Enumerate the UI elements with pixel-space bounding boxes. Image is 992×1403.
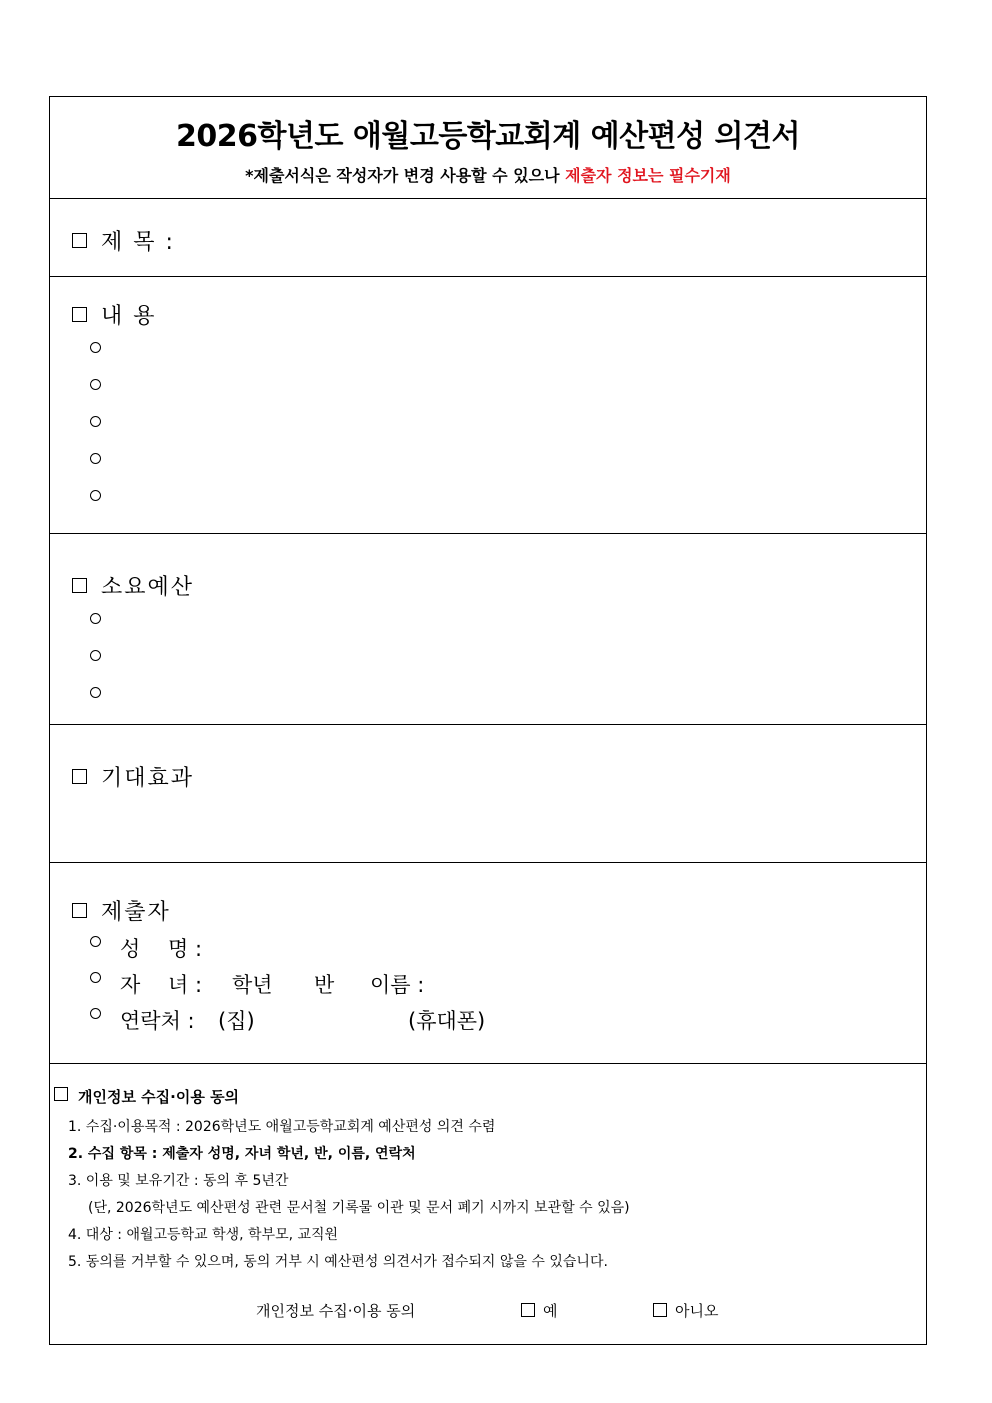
circle-bullet-icon xyxy=(90,650,101,661)
consent-no-label: 아니오 xyxy=(675,1302,719,1320)
circle-bullet-icon xyxy=(90,416,101,427)
budget-bullet-2[interactable] xyxy=(90,647,101,668)
privacy-item-2: 2. 수집 항목 : 제출자 성명, 자녀 학년, 반, 이름, 연락처 xyxy=(68,1146,416,1162)
checkbox-icon[interactable] xyxy=(653,1303,667,1317)
submitter-heading xyxy=(72,895,171,926)
circle-bullet-icon xyxy=(90,453,101,464)
checkbox-icon xyxy=(72,769,87,784)
mobile-phone-label: (휴대폰) xyxy=(408,1009,486,1033)
circle-bullet-icon xyxy=(90,1008,101,1019)
content-section[interactable] xyxy=(50,277,926,534)
checkbox-icon xyxy=(72,903,87,918)
content-bullet-4[interactable] xyxy=(90,450,101,471)
privacy-item-5: 5. 동의를 거부할 수 있으며, 동의 거부 시 예산편성 의견서가 접수되지 않을 수 있습니다. xyxy=(68,1254,608,1270)
content-label: 내 용 xyxy=(101,304,157,329)
budget-bullet-1[interactable] xyxy=(90,610,101,631)
effect-heading xyxy=(72,761,194,792)
content-bullet-1[interactable] xyxy=(90,339,101,360)
privacy-item-3-note: (단, 2026학년도 예산편성 관련 문서철 기록물 이관 및 문서 폐기 시까지 보관할 수 있음) xyxy=(88,1200,630,1216)
effect-label: 기대효과 xyxy=(101,766,195,791)
form-header xyxy=(50,97,926,199)
privacy-heading xyxy=(54,1086,239,1107)
content-bullet-3[interactable] xyxy=(90,413,101,434)
consent-yes-label: 예 xyxy=(543,1302,558,1320)
privacy-title: 개인정보 수집·이용 동의 xyxy=(78,1088,240,1106)
checkbox-icon xyxy=(54,1087,68,1101)
circle-bullet-icon xyxy=(90,687,101,698)
circle-bullet-icon xyxy=(90,379,101,390)
subject-section[interactable] xyxy=(50,199,926,277)
consent-label: 개인정보 수집·이용 동의 xyxy=(256,1302,416,1320)
child-name-label: 이름 : xyxy=(370,973,425,997)
submitter-section xyxy=(50,863,926,1064)
contact-label: 연락처 : xyxy=(120,1009,195,1033)
content-bullet-2[interactable] xyxy=(90,376,101,397)
child-label-2: 녀 : xyxy=(168,973,203,997)
budget-section[interactable] xyxy=(50,534,926,725)
notice-text: *제출서식은 작성자가 변경 사용할 수 있으나 xyxy=(245,166,566,185)
privacy-section xyxy=(50,1064,926,1346)
privacy-item-3: 3. 이용 및 보유기간 : 동의 후 5년간 xyxy=(68,1173,289,1189)
subject-heading xyxy=(72,225,175,256)
checkbox-icon xyxy=(72,578,87,593)
grade-label: 학년 xyxy=(232,973,273,997)
privacy-item-1: 1. 수집·이용목적 : 2026학년도 애월고등학교회계 예산편성 의견 수렴 xyxy=(68,1119,496,1135)
checkbox-icon xyxy=(72,307,87,322)
form-notice xyxy=(50,163,926,186)
content-heading xyxy=(72,299,157,330)
circle-bullet-icon xyxy=(90,342,101,353)
circle-bullet-icon xyxy=(90,490,101,501)
checkbox-icon[interactable] xyxy=(521,1303,535,1317)
name-label-1: 성 xyxy=(120,937,141,961)
notice-required-text: 제출자 정보는 필수기재 xyxy=(565,166,731,185)
budget-bullet-3[interactable] xyxy=(90,684,101,705)
circle-bullet-icon xyxy=(90,613,101,624)
budget-heading xyxy=(72,570,194,601)
content-bullet-5[interactable] xyxy=(90,487,101,508)
opinion-form xyxy=(49,96,927,1345)
submitter-label: 제출자 xyxy=(101,900,171,925)
budget-label: 소요예산 xyxy=(101,575,195,600)
subject-label: 제 목 : xyxy=(101,230,175,255)
home-phone-label: (집) xyxy=(218,1009,255,1033)
effect-section[interactable] xyxy=(50,725,926,863)
class-label: 반 xyxy=(314,973,335,997)
privacy-item-4: 4. 대상 : 애월고등학교 학생, 학부모, 교직원 xyxy=(68,1227,339,1243)
circle-bullet-icon xyxy=(90,972,101,983)
form-title: 2026학년도 애월고등학교회계 예산편성 의견서 xyxy=(176,119,800,154)
consent-no-option[interactable] xyxy=(653,1300,718,1321)
name-label-2: 명 : xyxy=(168,937,203,961)
consent-yes-option[interactable] xyxy=(521,1300,558,1321)
child-label-1: 자 xyxy=(120,973,141,997)
circle-bullet-icon xyxy=(90,936,101,947)
checkbox-icon xyxy=(72,233,87,248)
